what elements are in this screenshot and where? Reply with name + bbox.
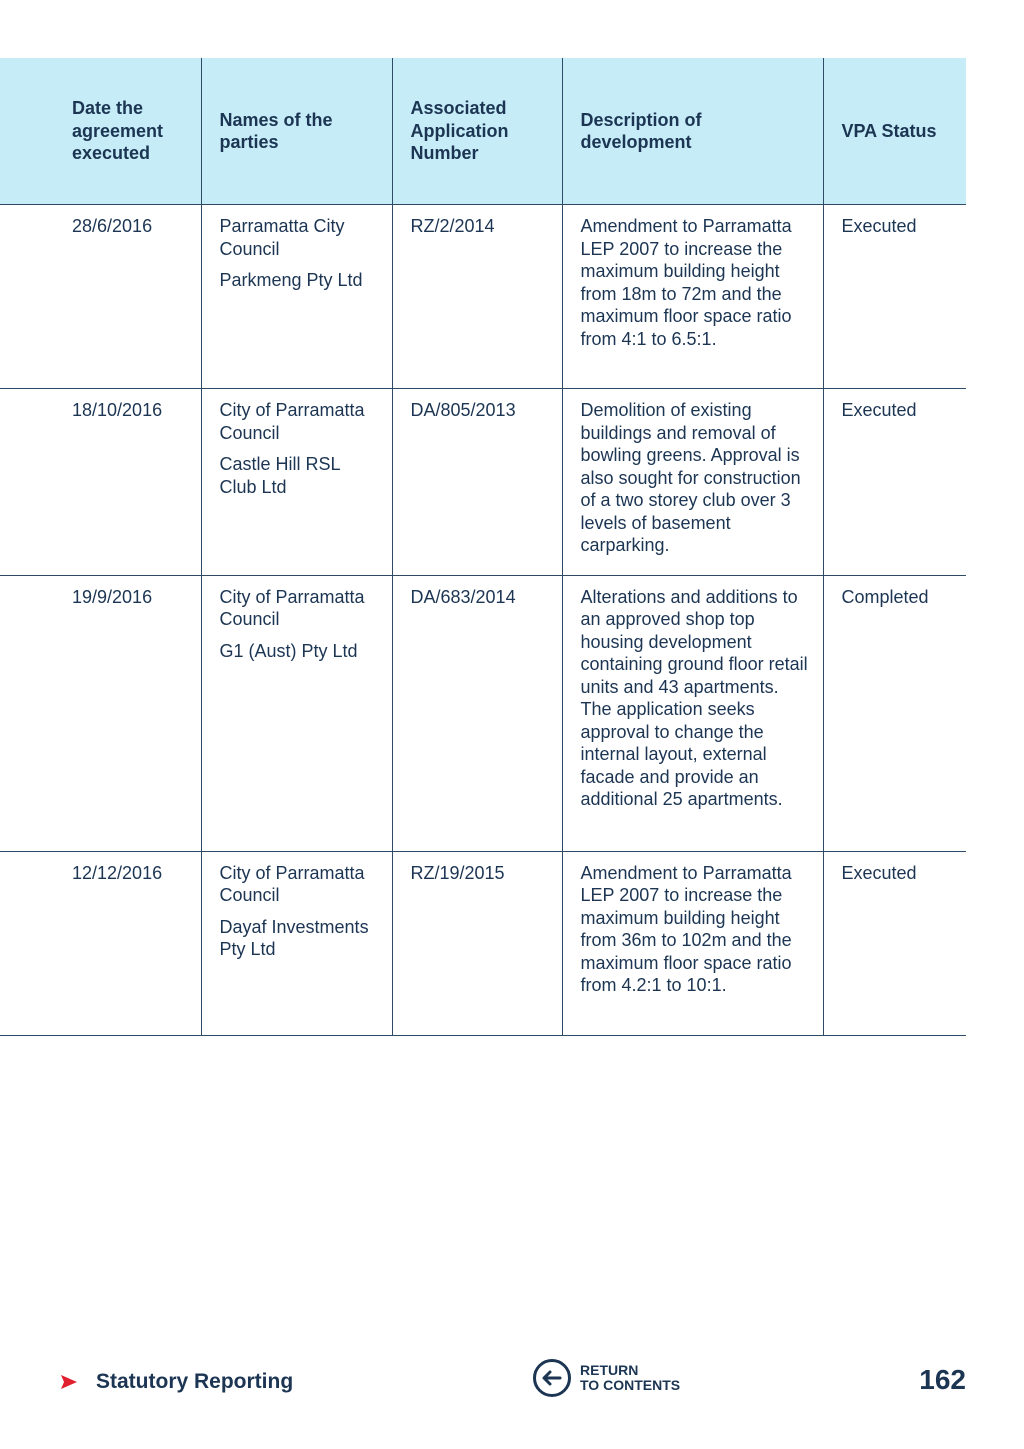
cell-date: 28/6/2016 xyxy=(0,205,201,389)
back-arrow-circle-icon xyxy=(532,1358,572,1398)
cell-status: Executed xyxy=(823,851,966,1035)
cell-status: Executed xyxy=(823,205,966,389)
cell-description: Alterations and additions to an approved shop top housing development containing ground floor retail units and 43 apartments. The application seeks approval to change the internal layout, external facade and provide an additional 25 apartments. xyxy=(562,575,823,851)
cell-status: Completed xyxy=(823,575,966,851)
party-name: Parkmeng Pty Ltd xyxy=(219,270,363,290)
footer-section-label[interactable] xyxy=(58,1370,293,1394)
party-name: City of Parramatta Council xyxy=(219,400,365,443)
header-date: Date the agreement executed xyxy=(0,58,201,205)
header-status: VPA Status xyxy=(823,58,966,205)
cell-application: DA/683/2014 xyxy=(392,575,562,851)
table-header-row xyxy=(0,58,966,205)
table-row xyxy=(0,389,966,576)
party-name: City of Parramatta Council xyxy=(219,862,365,905)
cell-parties xyxy=(201,389,392,576)
header-parties: Names of the parties xyxy=(201,58,392,205)
party-name: City of Parramatta Council xyxy=(219,586,365,629)
page-number: 162 xyxy=(919,1364,966,1395)
cell-date: 18/10/2016 xyxy=(0,389,201,576)
chevron-right-icon xyxy=(58,1371,80,1393)
cell-parties xyxy=(201,851,392,1035)
cell-application: DA/805/2013 xyxy=(392,389,562,576)
cell-date: 12/12/2016 xyxy=(0,851,201,1035)
cell-application: RZ/19/2015 xyxy=(392,851,562,1035)
party-name: Castle Hill RSL Club Ltd xyxy=(219,454,340,497)
cell-parties xyxy=(201,575,392,851)
header-description: Description of development xyxy=(562,58,823,205)
cell-application: RZ/2/2014 xyxy=(392,205,562,389)
header-application: Associated Application Number xyxy=(392,58,562,205)
party-name: Dayaf Investments Pty Ltd xyxy=(219,916,369,959)
cell-date: 19/9/2016 xyxy=(0,575,201,851)
party-name: Parramatta City Council xyxy=(219,216,345,259)
return-to-contents-button[interactable] xyxy=(532,1358,680,1398)
cell-status: Executed xyxy=(823,389,966,576)
return-label xyxy=(580,1363,680,1393)
table-row xyxy=(0,575,966,851)
table-row xyxy=(0,851,966,1035)
cell-parties xyxy=(201,205,392,389)
section-title: Statutory Reporting xyxy=(96,1370,294,1393)
cell-description: Demolition of existing buildings and removal of bowling greens. Approval is also sought for construction of a two storey club over 3 levels of basement carparking. xyxy=(562,389,823,576)
party-name: G1 (Aust) Pty Ltd xyxy=(219,640,358,661)
return-label-line1: RETURN xyxy=(580,1362,639,1378)
return-label-line2: TO CONTENTS xyxy=(580,1377,681,1393)
cell-description: Amendment to Parramatta LEP 2007 to increase the maximum building height from 36m to 102m and the maximum floor space ratio from 4.2:1 to 10:1. xyxy=(562,851,823,1035)
vpa-table xyxy=(0,58,966,1036)
cell-description: Amendment to Parramatta LEP 2007 to increase the maximum building height from 18m to 72m and the maximum floor space ratio from 4:1 to 6.5:1. xyxy=(562,205,823,389)
table-row xyxy=(0,205,966,389)
